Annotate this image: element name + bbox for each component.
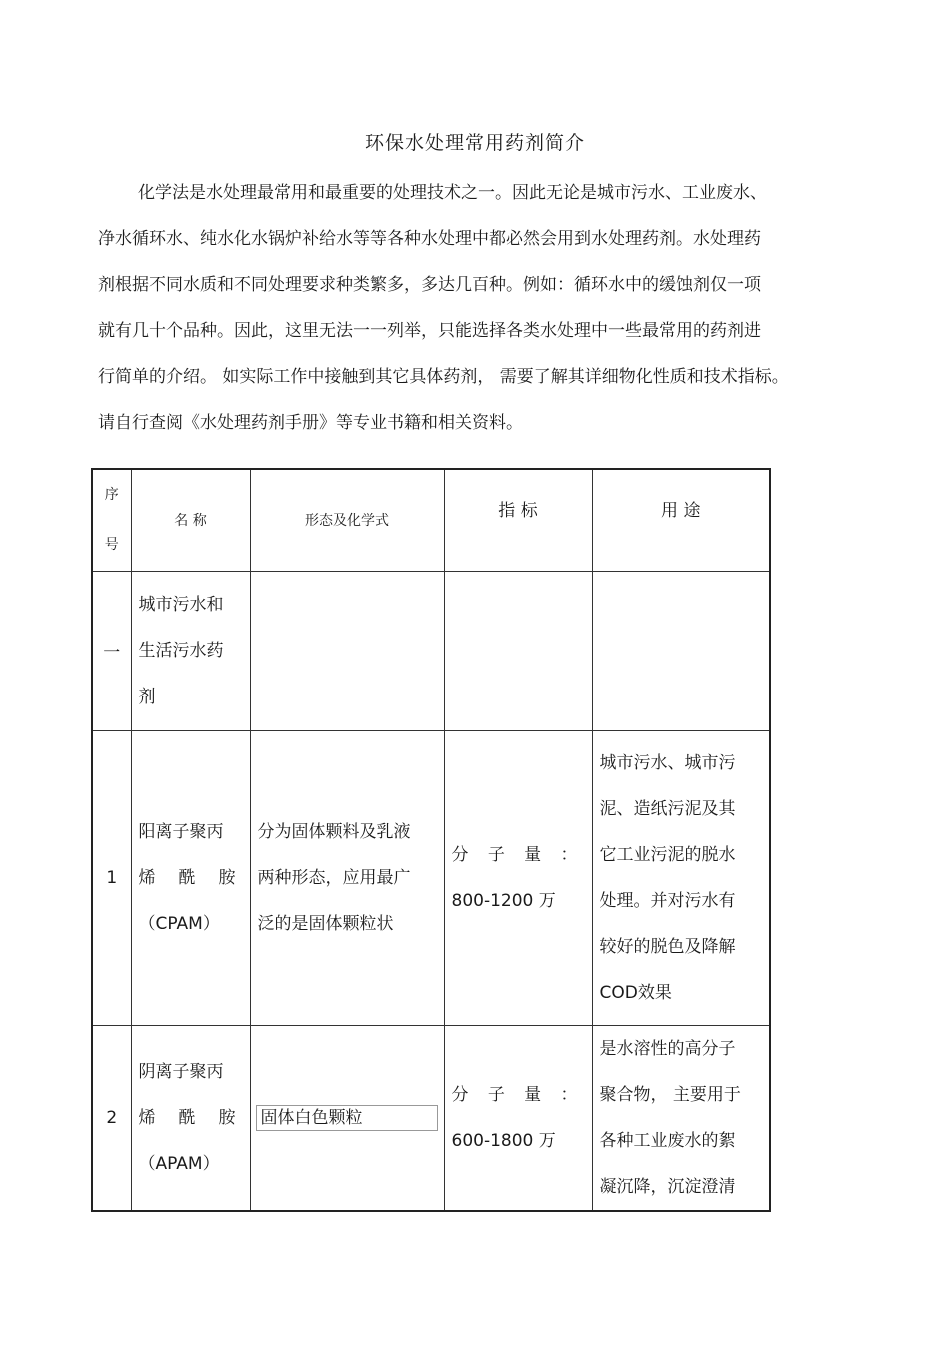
- row-index-char: ：: [560, 844, 578, 865]
- row-form-line: 泛的是固体颗粒状: [257, 913, 394, 934]
- row-name-line: [139, 1095, 244, 1141]
- row-form: [250, 1025, 444, 1211]
- table-section-row: [92, 571, 770, 730]
- intro-line: 化学法是水处理最常用和最重要的处理技术之一。因此无论是城市污水、工业废水、: [138, 183, 767, 203]
- row-name-line: （CPAM）: [138, 913, 220, 934]
- row-usage-line: 各种工业废水的絮: [599, 1130, 736, 1151]
- row-index: [444, 1025, 592, 1211]
- row-name-line: （APAM）: [138, 1153, 220, 1174]
- row-form-text: 固体白色颗粒: [256, 1105, 438, 1131]
- row-index-char: 量: [524, 844, 542, 865]
- row-index-char: 量: [524, 1084, 542, 1105]
- intro-line: 行简单的介绍。 如实际工作中接触到其它具体药剂， 需要了解其详细物化性质和技术指标。: [98, 367, 789, 387]
- row-usage-line: 较好的脱色及降解: [599, 936, 736, 957]
- section-name: [131, 571, 250, 730]
- row-name-char: 胺: [218, 867, 236, 888]
- header-seq-line: 号: [104, 537, 119, 554]
- row-index-label: [452, 1072, 586, 1118]
- row-name-char: 酰: [178, 867, 196, 888]
- row-usage-line: 是水溶性的高分子: [599, 1038, 736, 1059]
- row-index-char: 分: [451, 844, 469, 865]
- section-form-empty: [250, 571, 444, 730]
- header-form: 形态及化学式: [250, 469, 444, 571]
- row-name: [131, 730, 250, 1025]
- header-seq-line: 序: [104, 487, 119, 504]
- intro-line: 就有几十个品种。因此，这里无法一一列举，只能选择各类水处理中一些最常用的药剂进: [98, 321, 761, 341]
- row-name-char: 烯: [138, 867, 156, 888]
- row-usage-line: 它工业污泥的脱水: [599, 844, 736, 865]
- row-name-line: [139, 855, 244, 901]
- row-index: [444, 730, 592, 1025]
- row-index-value: 800-1200 万: [451, 890, 556, 911]
- row-name: [131, 1025, 250, 1211]
- section-name-line: 城市污水和: [138, 594, 224, 615]
- row-form-line: 分为固体颗料及乳液: [257, 821, 411, 842]
- section-name-line: 剂: [138, 686, 156, 707]
- intro-line: 剂根据不同水质和不同处理要求种类繁多，多达几百种。例如：循环水中的缓蚀剂仅一项: [98, 275, 761, 295]
- row-index-char: ：: [560, 1084, 578, 1105]
- row-usage: [592, 1025, 770, 1211]
- header-seq: [92, 469, 131, 571]
- header-index: 指 标: [444, 469, 592, 571]
- row-form-line: 两种形态，应用最广: [257, 867, 411, 888]
- row-name-line: 阳离子聚丙: [138, 821, 224, 842]
- table-header-row: [92, 469, 770, 571]
- header-usage: 用 途: [592, 469, 770, 571]
- row-usage-line: COD效果: [599, 982, 672, 1003]
- section-seq: 一: [92, 571, 131, 730]
- table-row: [92, 1025, 770, 1211]
- row-index-value: 600-1800 万: [451, 1130, 556, 1151]
- row-index-char: 分: [451, 1084, 469, 1105]
- header-name: 名 称: [131, 469, 250, 571]
- row-index-label: [452, 832, 586, 878]
- row-form: [250, 730, 444, 1025]
- row-index-char: 子: [487, 844, 505, 865]
- row-usage-line: 泥、造纸污泥及其: [599, 798, 736, 819]
- row-index-char: 子: [487, 1084, 505, 1105]
- row-name-char: 酰: [178, 1107, 196, 1128]
- row-seq: 2: [92, 1025, 131, 1211]
- row-name-line: 阴离子聚丙: [138, 1061, 224, 1082]
- intro-line: 请自行查阅《水处理药剂手册》等专业书籍和相关资料。: [98, 413, 523, 433]
- row-usage: [592, 730, 770, 1025]
- document-title: 环保水处理常用药剂简介: [364, 132, 585, 154]
- row-usage-line: 凝沉降，沉淀澄清: [599, 1176, 736, 1197]
- section-index-empty: [444, 571, 592, 730]
- row-usage-line: 城市污水、城市污: [599, 752, 736, 773]
- row-seq: 1: [92, 730, 131, 1025]
- intro-line: 净水循环水、纯水化水锅炉补给水等等各种水处理中都必然会用到水处理药剂。水处理药: [98, 229, 761, 249]
- row-name-char: 胺: [218, 1107, 236, 1128]
- row-name-char: 烯: [138, 1107, 156, 1128]
- section-name-line: 生活污水药: [138, 640, 224, 661]
- chemicals-table: [91, 468, 771, 1212]
- table-row: [92, 730, 770, 1025]
- row-usage-line: 处理。并对污水有: [599, 890, 736, 911]
- section-usage-empty: [592, 571, 770, 730]
- row-usage-line: 聚合物， 主要用于: [599, 1084, 741, 1105]
